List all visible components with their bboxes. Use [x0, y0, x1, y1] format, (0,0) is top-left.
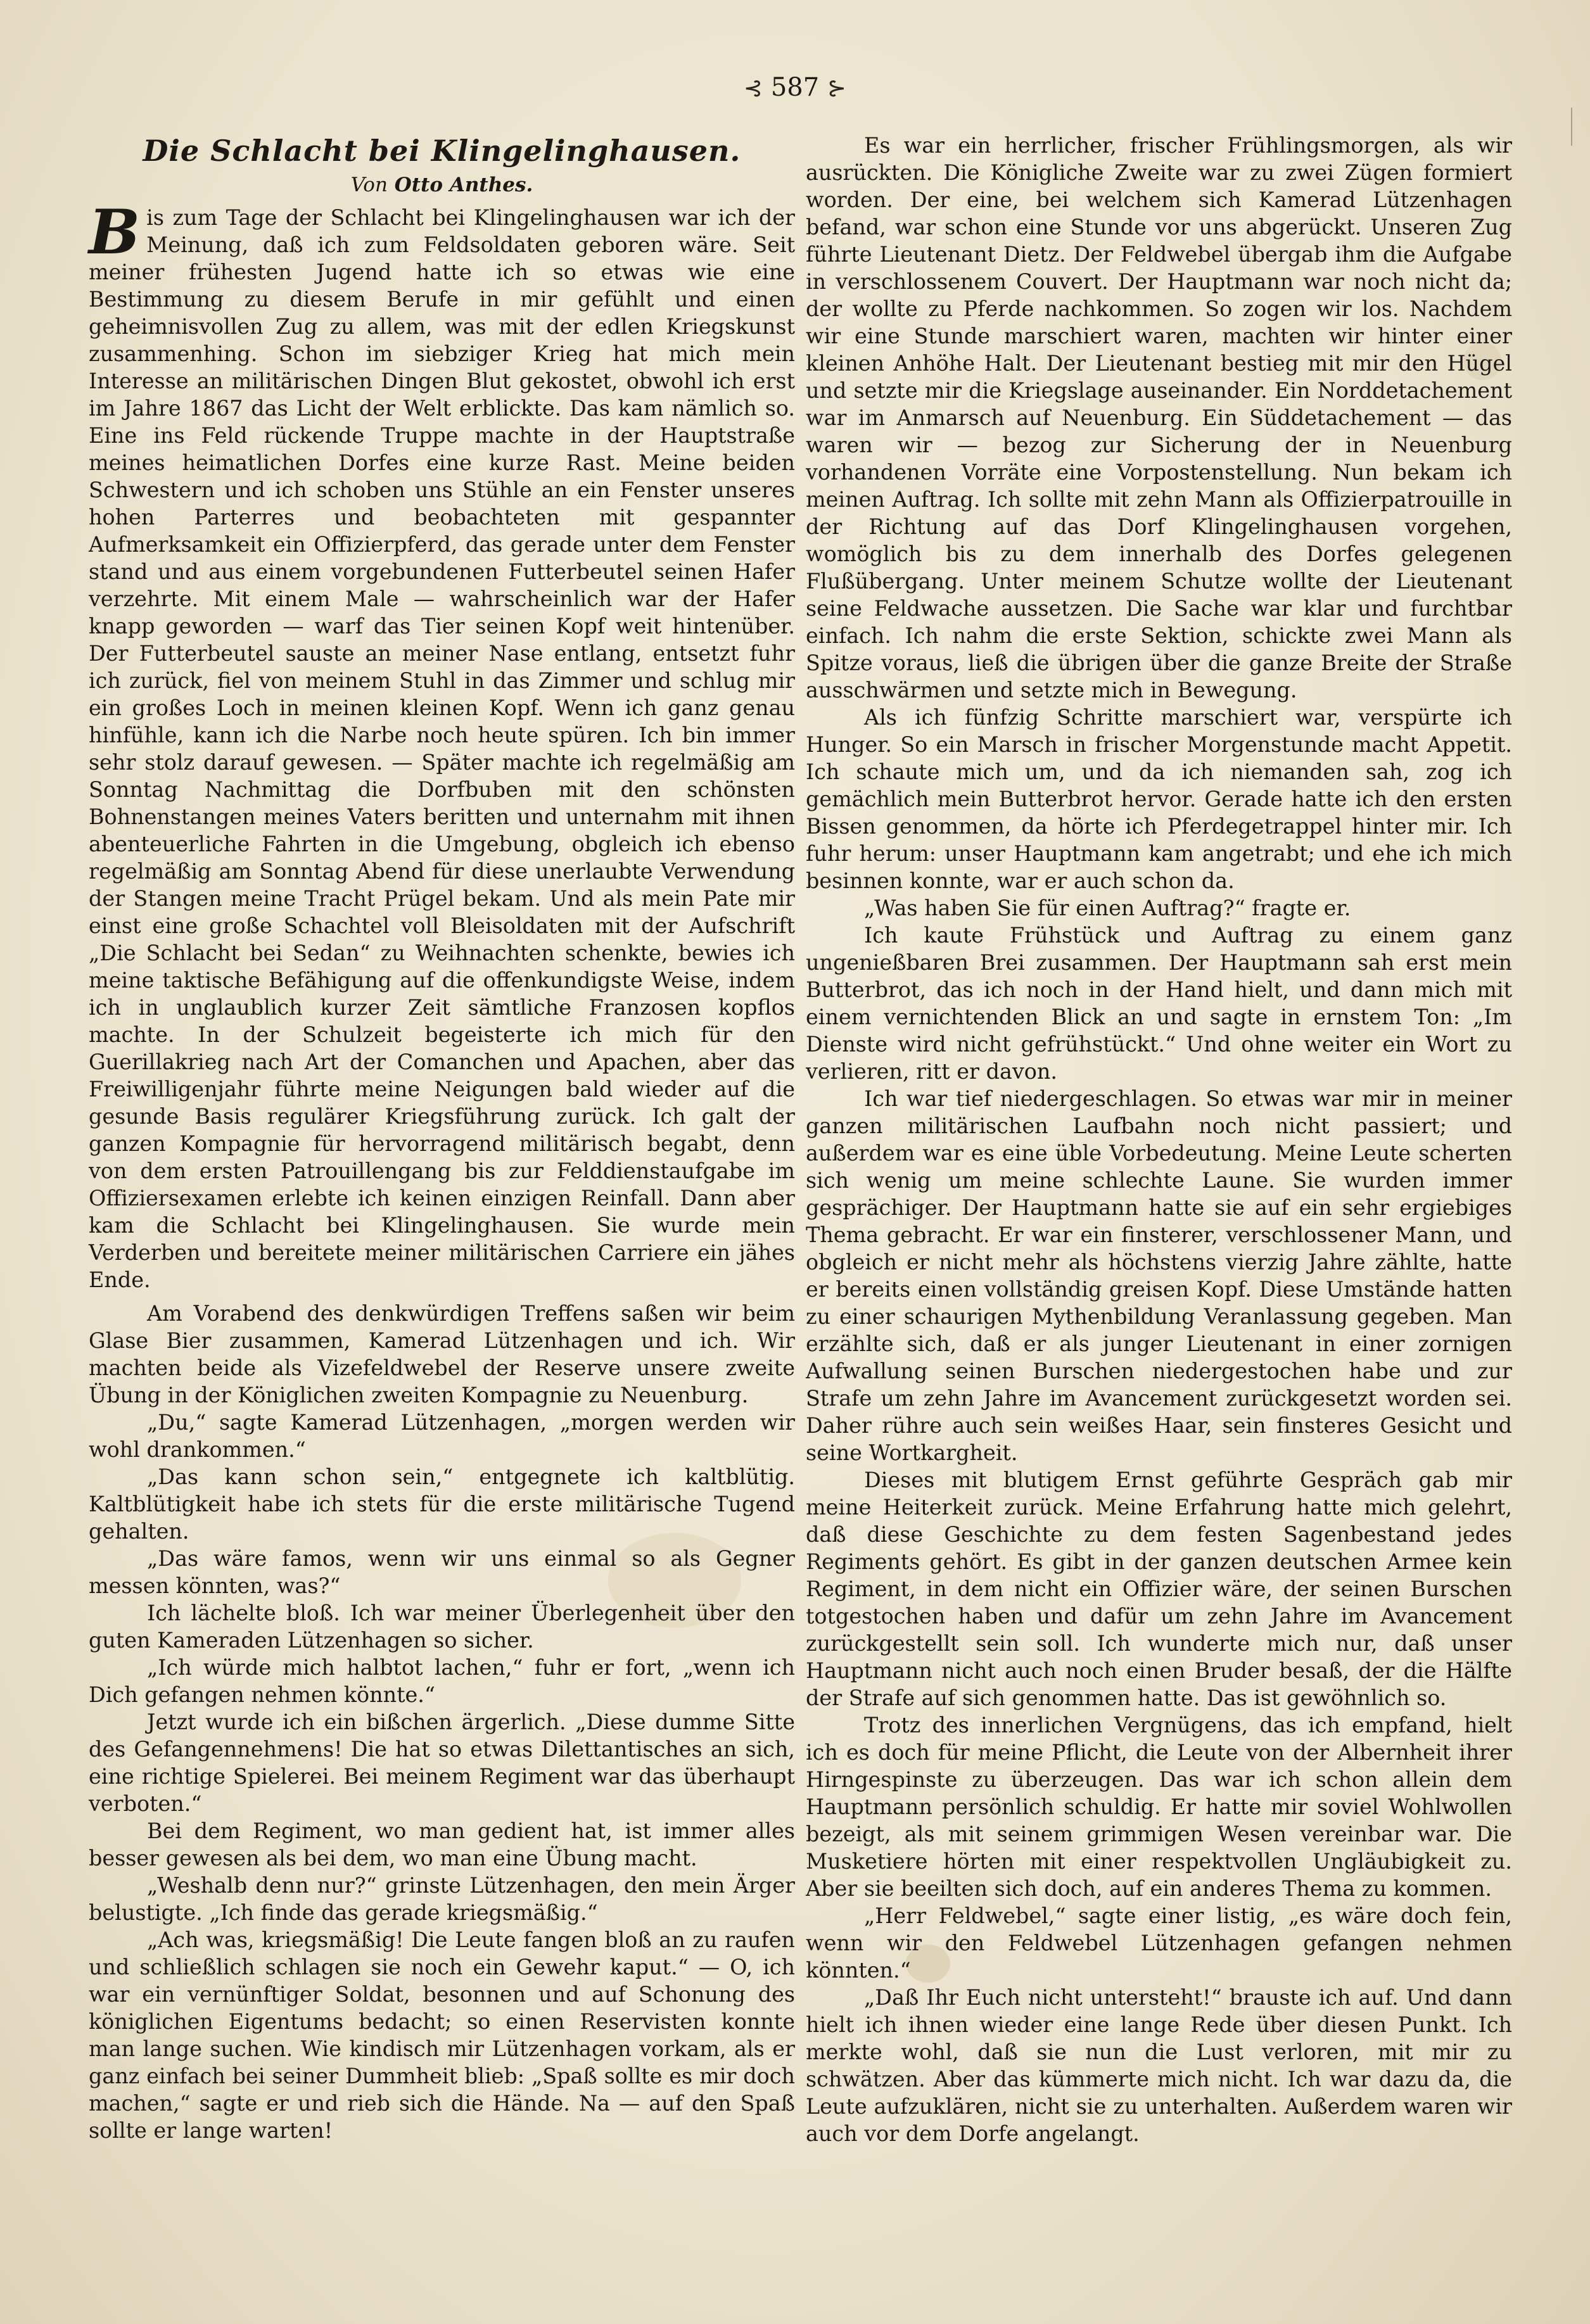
ornament-right-icon: ⊱: [827, 75, 847, 101]
paragraph: Ich war tief niedergeschlagen. So etwas war mir in meiner ganzen militärischen Laufbahn noch nicht passiert; und außerdem war es eine üble Vorbedeutung. Meine Leute scherten sich wenig um meine schlechte Laune. Sie wurden immer gesprächiger. Der Hauptmann hatte sie auf ein sehr ergiebiges Thema gebracht. Er war ein finsterer, verschlossener Mann, und obgleich er nicht mehr als höchstens vierzig Jahre zählte, hatte er bereits einen vollständig greisen Kopf. Diese Umstände hatten zu einer schaurigen Mythenbildung Veranlassung gegeben. Man erzählte sich, daß er als junger Lieutenant in einer zornigen Aufwallung seinen Burschen niedergestochen habe und zur Strafe um zehn Jahre im Avancement zurückgesetzt worden sei. Daher rühre auch sein weißes Haar, sein finsteres Gesicht und seine Wortkargheit.: [806, 1086, 1512, 1465]
paragraph-first: [89, 196, 795, 1293]
right-column: [806, 132, 1512, 2254]
paragraph: Bei dem Regiment, wo man gedient hat, ist immer alles besser gewesen als bei dem, wo man eine Übung macht.: [89, 1819, 795, 1870]
paragraph: Dieses mit blutigem Ernst geführte Gespräch gab mir meine Heiterkeit zurück. Meine Erfahrung hatte mich gelehrt, daß diese Geschichte zu dem festen Sagenbestand jedes Regiments gehört. Es gibt in der ganzen deutschen Armee kein Regiment, in dem nicht ein Offizier wäre, der seinen Burschen totgestochen haben und dafür um zehn Jahre im Avancement zurückgestellt sein soll. Ich wunderte mich nur, daß unser Hauptmann nicht auch noch einen Bruder besaß, der die Hälfte der Strafe auf sich genommen hatte. Das ist gewöhnlich so.: [806, 1468, 1512, 1710]
paragraph: „Das kann schon sein,“ entgegnete ich kaltblütig. Kaltblütigkeit habe ich stets für die erste militärische Tugend gehalten.: [89, 1464, 795, 1544]
paragraph: Als ich fünfzig Schritte marschiert war, verspürte ich Hunger. So ein Marsch in frischer Morgenstunde macht Appetit. Ich schaute mich um, und da ich niemanden sah, zog ich gemächlich mein Butterbrot hervor. Gerade hatte ich den ersten Bissen genommen, da hörte ich Pferdegetrappel hinter mir. Ich fuhr herum: unser Hauptmann kam angetrabt; und ehe ich mich besinnen konnte, war er auch schon da.: [806, 705, 1512, 893]
paragraph: Am Vorabend des denkwürdigen Treffens saßen wir beim Glase Bier zusammen, Kamerad Lützenhagen und ich. Wir machten beide als Vizefeldwebel der Reserve unsere zweite Übung in der Königlichen zweiten Kompagnie zu Neuenburg.: [89, 1301, 795, 1407]
ornament-left-icon: ⊰: [743, 75, 763, 101]
paragraph: „Daß Ihr Euch nicht untersteht!“ brauste ich auf. Und dann hielt ich ihnen wieder eine lange Rede über diesen Punkt. Ich merkte wohl, daß sie nun die Lust verloren, mit mir zu schwätzen. Aber das kümmerte mich nicht. Ich war dazu da, die Leute aufzuklären, nicht sie zu unterhalten. Außerdem waren wir auch vor dem Dorfe angelangt.: [806, 1985, 1512, 2146]
page-number-header: [706, 68, 884, 106]
drop-cap: B: [89, 196, 141, 268]
byline-prefix: Von: [350, 174, 388, 196]
paragraph: Trotz des innerlichen Vergnügens, das ich empfand, hielt ich es doch für meine Pflicht, die Leute von der Albernheit ihrer Hirngespinste zu überzeugen. Das war ich schon allein dem Hauptmann persönlich schuldig. Er hatte mir soviel Wohlwollen bezeigt, als mit seinem grimmigen Wesen vereinbar war. Die Musketiere hörten mit einer respektvollen Ungläubigkeit zu. Aber sie beeilten sich doch, auf ein anderes Thema zu kommen.: [806, 1713, 1512, 1901]
paper-crease: [1571, 108, 1572, 146]
paragraph: Ich lächelte bloß. Ich war meiner Überlegenheit über den guten Kameraden Lützenhagen so sicher.: [89, 1601, 795, 1653]
left-column: [89, 132, 795, 2273]
author-name: Otto Anthes.: [394, 174, 533, 196]
byline: [89, 170, 795, 200]
paragraph: Es war ein herrlicher, frischer Frühlingsmorgen, als wir ausrückten. Die Königliche Zweite war zu zwei Zügen formiert worden. Der eine, bei welchem sich Kamerad Lützenhagen befand, war schon eine Stunde vor uns abgerückt. Unseren Zug führte Lieutenant Dietz. Der Feldwebel übergab ihm die Aufgabe in verschlossenem Couvert. Der Hauptmann war noch nicht da; der wollte zu Pferde nachkommen. So zogen wir los. Nachdem wir eine Stunde marschiert waren, machten wir hinter einer kleinen Anhöhe Halt. Der Lieutenant bestieg mit mir den Hügel und setzte mir die Kriegslage auseinander. Ein Norddetachement war im Anmarsch auf Neuenburg. Ein Süddetachement — das waren wir — bezog zur Sicherung der in Neuenburg vorhandenen Vorräte eine Vorpostenstellung. Nun bekam ich meinen Auftrag. Ich sollte mit zehn Mann als Offizierpatrouille in der Richtung auf das Dorf Klingelinghausen vorgehen, womöglich bis zu dem innerhalb des Dorfes gelegenen Flußübergang. Unter meinem Schutze wollte der Lieutenant seine Feldwache aussetzen. Die Sache war klar und furchtbar einfach. Ich nahm die erste Sektion, schickte zwei Mann als Spitze voraus, ließ die übrigen über die ganze Breite der Straße ausschwärmen und setzte mich in Bewegung.: [806, 133, 1512, 702]
page-number: 587: [770, 73, 820, 102]
paragraph: Jetzt wurde ich ein bißchen ärgerlich. „Diese dumme Sitte des Gefangennehmens! Die hat so etwas Dilettantisches an sich, eine richtige Spielerei. Bei meinem Regiment war das überhaupt verboten.“: [89, 1710, 795, 1816]
paragraph: „Ach was, kriegsmäßig! Die Leute fangen bloß an zu raufen und schließlich schlagen sie noch ein Gewehr kaput.“ — O, ich war ein vernünftiger Soldat, besonnen und auf Schonung des königlichen Eigentums bedacht; so einen Reservisten konnte man lange suchen. Wie kindisch mir Lützenhagen vorkam, als er ganz einfach bei seiner Dummheit blieb: „Spaß sollte es mir doch machen,“ sagte er und rieb sich die Hände. Na — auf den Spaß sollte er lange warten!: [89, 1927, 795, 2143]
paragraph: „Du,“ sagte Kamerad Lützenhagen, „morgen werden wir wohl drankommen.“: [89, 1410, 795, 1462]
paragraph: „Das wäre famos, wenn wir uns einmal so als Gegner messen könnten, was?“: [89, 1546, 795, 1598]
article-title: Die Schlacht bei Klingelinghausen.: [143, 134, 741, 168]
paragraph: Ich kaute Frühstück und Auftrag zu einem ganz ungenießbaren Brei zusammen. Der Hauptmann sah erst mein Butterbrot, das ich noch in der Hand hielt, und dann mich mit einem vernichtenden Blick an und sagte in ernstem Ton: „Im Dienste wird nicht gefrühstückt.“ Und ohne weiter ein Wort zu verlieren, ritt er davon.: [806, 923, 1512, 1084]
paragraph: „Ich würde mich halbtot lachen,“ fuhr er fort, „wenn ich Dich gefangen nehmen könnte.“: [89, 1655, 795, 1707]
paragraph-text: is zum Tage der Schlacht bei Klingelinghausen war ich der Meinung, daß ich zum Feldsoldaten geboren wäre. Seit meiner frühesten Jugend hatte ich so etwas wie eine Bestimmung zu diesem Berufe in mir gefühlt und einen geheimnisvollen Zug zu allem, was mit der edlen Kriegskunst zusammenhing. Schon im siebziger Krieg hat mich mein Interesse an militärischen Dingen Blut gekostet, obwohl ich erst im Jahre 1867 das Licht der Welt erblickte. Das kam nämlich so. Eine ins Feld rückende Truppe machte in der Hauptstraße meines heimatlichen Dorfes eine kurze Rast. Meine beiden Schwestern und ich schoben uns Stühle an ein Fenster unseres hohen Parterres und beobachteten mit gespannter Aufmerksamkeit ein Offizierpferd, das gerade unter dem Fenster stand und aus einem vorgebundenen Futterbeutel seinen Hafer verzehrte. Mit einem Male — wahrscheinlich war der Hafer knapp geworden — warf das Tier seinen Kopf weit hintenüber. Der Futterbeutel sauste an meiner Nase entlang, entsetzt fuhr ich zurück, fiel von meinem Stuhl in das Zimmer und schlug mir ein großes Loch in meinen kleinen Kopf. Wenn ich ganz genau hinfühle, kann ich die Narbe noch heute spüren. Ich bin immer sehr stolz darauf gewesen. — Später machte ich regelmäßig am Sonntag Nachmittag die Dorfbuben mit den schönsten Bohnenstangen meines Vaters beritten und unternahm mit ihnen abenteuerliche Fahrten in die Umgebung, obgleich ich ebenso regelmäßig am Sonntag Abend für diese unerlaubte Verwendung der Stangen meine Tracht Prügel bekam. Und als mein Pate mir einst eine große Schachtel voll Bleisoldaten mit der Aufschrift „Die Schlacht bei Sedan“ zu Weihnachten schenkte, bewies ich meine taktische Befähigung auf die offenkundigste Weise, indem ich in unglaublich kurzer Zeit sämtliche Franzosen kopflos machte. In der Schulzeit begeisterte ich mich für den Guerillakrieg nach Art der Comanchen und Apachen, aber das Freiwilligenjahr führte meine Neigungen bald wieder auf die gesunde Basis regulärer Kriegsführung zurück. Ich galt der ganzen Kompagnie für hervorragend militärisch begabt, denn von dem ersten Patrouillengang bis zur Felddienstaufgabe im Offiziersexamen erlebte ich keinen einzigen Reinfall. Dann aber kam die Schlacht bei Klingelinghausen. Sie wurde mein Verderben und bereitete meiner militärischen Carriere ein jähes Ende.: [89, 205, 795, 1292]
paragraph: „Weshalb denn nur?“ grinste Lützenhagen, den mein Ärger belustigte. „Ich finde das gerade kriegsmäßig.“: [89, 1873, 795, 1925]
paragraph: „Herr Feldwebel,“ sagte einer listig, „es wäre doch fein, wenn wir den Feldwebel Lützenhagen gefangen nehmen könnten.“: [806, 1903, 1512, 1983]
paragraph: „Was haben Sie für einen Auftrag?“ fragte er.: [864, 896, 1351, 920]
